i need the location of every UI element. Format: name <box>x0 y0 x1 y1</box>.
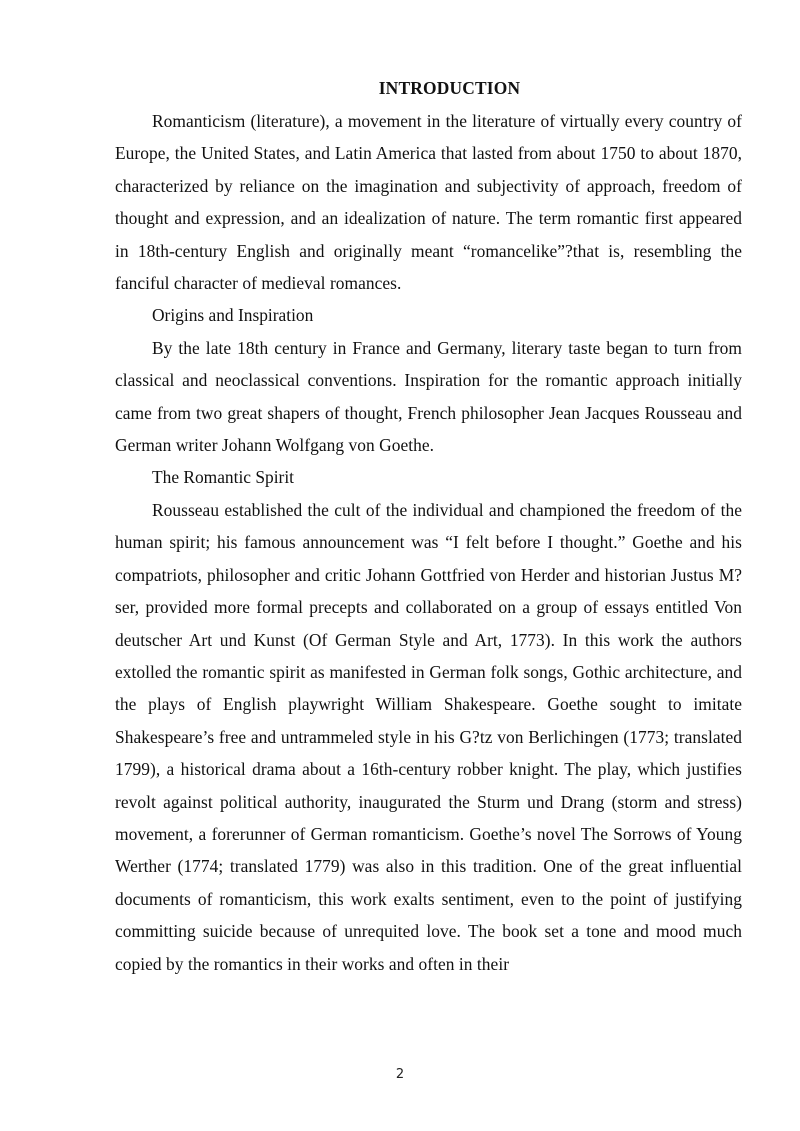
page-number: 2 <box>395 1067 405 1082</box>
section-heading-origins: Origins and Inspiration <box>152 305 314 326</box>
page-body <box>115 72 742 980</box>
origins-paragraph: By the late 18th century in France and Germany, literary taste began to turn from classical and neoclassical conventions. Inspiration for the romantic approach initially came from two great shapers of thought, French philosopher Jean Jacques Rousseau and German writer Johann Wolfgang von Goethe. <box>115 337 742 456</box>
section-heading-romantic-spirit: The Romantic Spirit <box>152 467 295 488</box>
intro-paragraph: Romanticism (literature), a movement in the literature of virtually every country of Europe, the United States, and Latin America that lasted from about 1750 to about 1870, characterized by reliance on the imagination and subjectivity of approach, freedom of thought and expression, and an idealization of nature. The term romantic first appeared in 18th-century English and originally meant “romancelike”?that is, resembling the fanciful character of medieval romances. <box>115 111 742 294</box>
document-title: INTRODUCTION <box>378 78 521 98</box>
romantic-spirit-paragraph: Rousseau established the cult of the individual and championed the freedom of the human spirit; his famous announcement was “I felt before I thought.” Goethe and his compatriots, philosopher and critic Johann Gottfried von Herder and historian Justus M?ser, provided more formal precepts and collaborated on a group of essays entitled Von deutscher Art und Kunst (Of German Style and Art, 1773). In this work the authors extolled the romantic spirit as manifested in German folk songs, Gothic architecture, and the plays of English playwright William Shakespeare. Goethe sought to imitate Shakespeare’s free and untrammeled style in his G?tz von Berlichingen (1773; translated 1799), a historical drama about a 16th-century robber knight. The play, which justifies revolt against political authority, inaugurated the Sturm und Drang (storm and stress) movement, a forerunner of German romanticism. Goethe’s novel The Sorrows of Young Werther (1774; translated 1779) was also in this tradition. One of the great influential documents of romanticism, this work exalts sentiment, even to the point of justifying committing suicide because of unrequited love. The book set a tone and mood much copied by the romantics in their works and often in their <box>115 499 742 974</box>
